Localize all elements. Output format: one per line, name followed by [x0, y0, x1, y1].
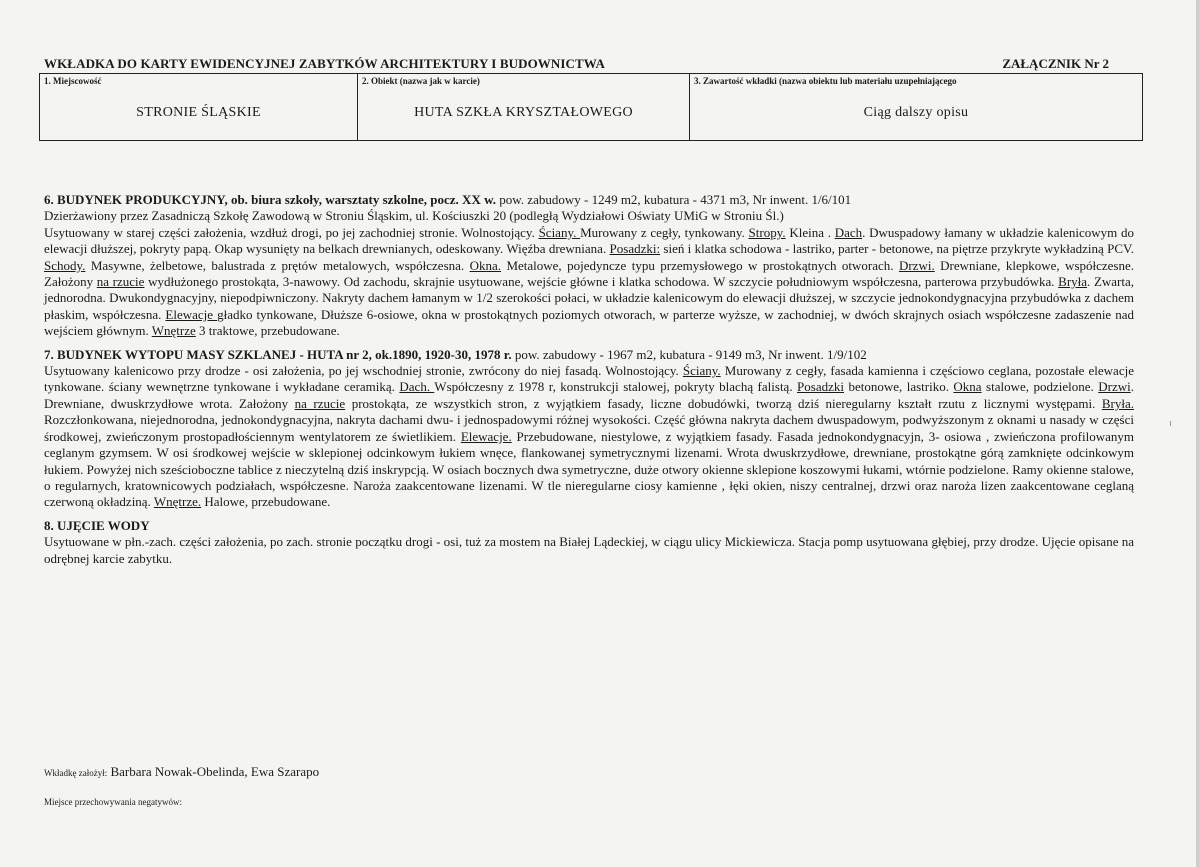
insert-content-label: 3. Zawartość wkładki (nazwa obiektu lub materiału uzupełniającego	[694, 76, 957, 86]
keyword-elevations: Elewacje	[165, 306, 218, 322]
keyword-plan: na rzucie	[96, 274, 145, 290]
object-label: 2. Obiekt (nazwa jak w karcie)	[362, 76, 480, 86]
text-run: Halowe, przebudowane.	[201, 494, 331, 510]
keyword-plan: na rzucie	[294, 395, 346, 411]
section-6-heading: 6. BUDYNEK PRODUKCYJNY, ob. biura szkoły, warsztaty szkolne, pocz. XX w.	[44, 192, 497, 207]
text-run: Kleina .	[785, 224, 835, 240]
keyword-roof: Dach	[834, 224, 863, 240]
text-run: betonowe, lastriko.	[844, 379, 954, 395]
insert-content-value: Ciąg dalszy opisu	[863, 105, 969, 120]
text-run: . Drewniane, dwuskrzydłowe wrota. Założony	[44, 379, 1134, 411]
section-6-heading-line	[44, 192, 1134, 208]
metadata-table	[39, 73, 1143, 141]
text-run: 3 traktowe, przebudowane.	[195, 323, 340, 339]
keyword-windows: Okna	[953, 379, 982, 395]
keyword-windows: Okna.	[469, 257, 502, 273]
text-run: gładko tynkowane, Dłuższe 6-osiowe, okna w prostokątnych poziomych otworach, w parterze wyższe, w zachodniej, w dwóch skrajnych osiach współczesne zadaszenie nad wejściem głównym.	[44, 306, 1134, 339]
section-8-description: Usytuowane w płn.-zach. części założenia, po zach. stronie początku drogi - osi, tuż za mostem na Białej Lądeckiej, w ciągu ulicy Mickiewicza. Stacja pomp usytuowana głębiej, przy drodze. Ujęcie opisane na odrębnej karcie zabytku.	[44, 534, 1134, 566]
locality-label: 1. Miejscowość	[44, 76, 102, 86]
author-value: Barbara Nowak-Obelinda, Ewa Szarapo	[107, 764, 320, 779]
section-6-stats: pow. zabudowy - 1249 m2, kubatura - 4371 m3, Nr inwent. 1/6/101	[496, 192, 852, 207]
text-run: Masywne, żelbetowe, balustrada z prętów metalowych, współczesna.	[85, 257, 470, 273]
section-7	[44, 347, 1134, 511]
section-6-description	[44, 225, 1134, 340]
keyword-walls: Ściany.	[682, 363, 721, 379]
annex-number: ZAŁĄCZNIK Nr 2	[1002, 56, 1109, 71]
text-run: Przebudowane, niestylowe, z wyjątkiem fasady. Fasada jednokondygnacyjn, 3- osiowa , zwieńczona profilowanym ceglanym gzymsem. W osi środkowej wejście w sklepionej odcinkowym łukiem wnęce, flankowanej symetrycznymi lizenami. Wrota dwuskrzydłowe, drewniane, prostokątne górą zamknięte odcinkowym łukiem. Powyżej nich sześcioboczne tablice z nieczytelną dziś inskrypcją. W osiach bocznych dwa symetryczne, duże otwory okienne sklepione koszowymi łukami, wtórnie podzielone. Ramy okienne stalowe, o regularnych, kratownicowych podziałach, współczesne. Naroża zaakcentowane lizenami. W tle nieregularne ciosy kamienne , łęki okien, niszy centralnej, drzwi oraz naroża lizen zaakcentowane ceglaną czerwoną okładziną.	[44, 428, 1134, 510]
text-run: Rozczłonkowana, niejednorodna, jednokondygnacyjna, nakryta dachami dwu- i jednospadowymi różnej wysokości. Część główna nakryta dachem dwuspadowym, podwyższonym z oknami u nasady w części środkowej, zwieńczonym prostopadłościennym wentylatorem ze świetlikiem.	[44, 412, 1134, 444]
keyword-massing: Bryła	[1058, 274, 1088, 290]
scan-mark	[1170, 421, 1171, 426]
text-run: Współczesny z 1978 r, konstrukcji stalowej, pokryty blachą falistą.	[434, 379, 798, 395]
locality-cell	[40, 74, 358, 141]
text-run: . Dwuspadowy łamany w układzie kalenicowym do elewacji dłuższej, pokryty papą. Okap wysunięty na belkach drewnianych, odeskowany. Więźba drewniana.	[44, 224, 1134, 257]
section-8-heading: 8. UJĘCIE WODY	[44, 517, 150, 533]
insert-content-cell	[690, 74, 1143, 141]
keyword-floors: Posadzki:	[609, 241, 661, 257]
section-8	[44, 518, 1134, 567]
keyword-massing: Bryła.	[1101, 395, 1134, 411]
author-line	[44, 764, 319, 780]
keyword-walls: Ściany.	[538, 224, 581, 240]
section-7-description	[44, 363, 1134, 511]
keyword-roof: Dach.	[399, 379, 435, 395]
section-7-heading: 7. BUDYNEK WYTOPU MASY SZKLANEJ - HUTA nr 2, ok.1890, 1920-30, 1978 r.	[44, 346, 512, 362]
text-run: Usytuowany w starej części założenia, wzdłuż drogi, po jej zachodniej stronie. Wolnostojący.	[44, 224, 539, 240]
text-run: Drewniane, klepkowe, współczesne. Założony	[44, 257, 1135, 290]
keyword-doors: Drzwi	[1098, 379, 1131, 395]
description-body	[44, 192, 1134, 574]
text-run: Murowany z cegły, tynkowany.	[580, 224, 749, 240]
text-run: . Zwarta, jednorodna. Dwukondygnacyjny, niepodpiwniczony. Nakryty dachem łamanym w 1/2 szerokości połaci, w układzie kalenicowym do elewacji dłuższej, w szczycie jednokondygnacyjna przybudówka z dachem płaskim, współczesna.	[44, 274, 1135, 322]
document-title: WKŁADKA DO KARTY EWIDENCYJNEJ ZABYTKÓW ARCHITEKTURY I BUDOWNICTWA	[44, 56, 605, 71]
keyword-doors: Drzwi.	[898, 257, 935, 273]
section-6-tenant: Dzierżawiony przez Zasadniczą Szkołę Zawodową w Stroniu Śląskim, ul. Kościuszki 20 (podległą Wydziałowi Oświaty UMiG w Stroniu Śl.)	[44, 208, 784, 224]
object-value: HUTA SZKŁA KRYSZTAŁOWEGO	[414, 105, 633, 120]
keyword-elevations: Elewacje.	[460, 428, 512, 444]
section-6	[44, 192, 1134, 340]
section-7-stats: pow. zabudowy - 1967 m2, kubatura - 9149 m3, Nr inwent. 1/9/102	[511, 346, 867, 362]
text-run: wydłużonego prostokąta, 3-nawowy. Od zachodu, skrajnie usytuowane, wejście główne i klatka schodowa. W szczycie południowym współczesna, parterowa przybudówka.	[144, 274, 1059, 290]
text-run: prostokąta, ze wszystkich stron, z wyjątkiem fasady, liczne dobudówki, tworzą dziś nieregularny kształt rzutu z licznymi występami.	[345, 395, 1102, 411]
author-label: Wkładkę założył:	[44, 768, 108, 778]
negatives-location-label: Miejsce przechowywania negatywów:	[44, 797, 182, 807]
keyword-floors: Posadzki	[797, 379, 844, 395]
locality-value: STRONIE ŚLĄSKIE	[136, 105, 261, 120]
keyword-ceilings: Stropy.	[748, 224, 786, 240]
keyword-stairs: Schody.	[44, 257, 86, 273]
keyword-interior: Wnętrze	[151, 323, 196, 339]
text-run: Murowany z cegły, fasada kamienna i częściowo ceglana, pozostałe elewacje tynkowane. ściany wewnętrzne tynkowane i wykładane ceramiką.	[44, 363, 1134, 395]
text-run: Metalowe, pojedyncze typu przemysłowego w prostokątnych otworach.	[501, 257, 899, 273]
object-cell	[358, 74, 690, 141]
text-run: stalowe, podzielone.	[981, 379, 1099, 395]
text-run: Usytuowany kalenicowo przy drodze - osi założenia, po jej wschodniej stronie, zwrócony do niej fasadą. Wolnostojący.	[44, 363, 683, 379]
keyword-interior: Wnętrze.	[153, 494, 202, 510]
text-run: sień i klatka schodowa - lastriko, parter - betonowe, na piętrze przykryte wykładziną PCV.	[660, 241, 1134, 257]
section-7-heading-line	[44, 347, 1134, 363]
